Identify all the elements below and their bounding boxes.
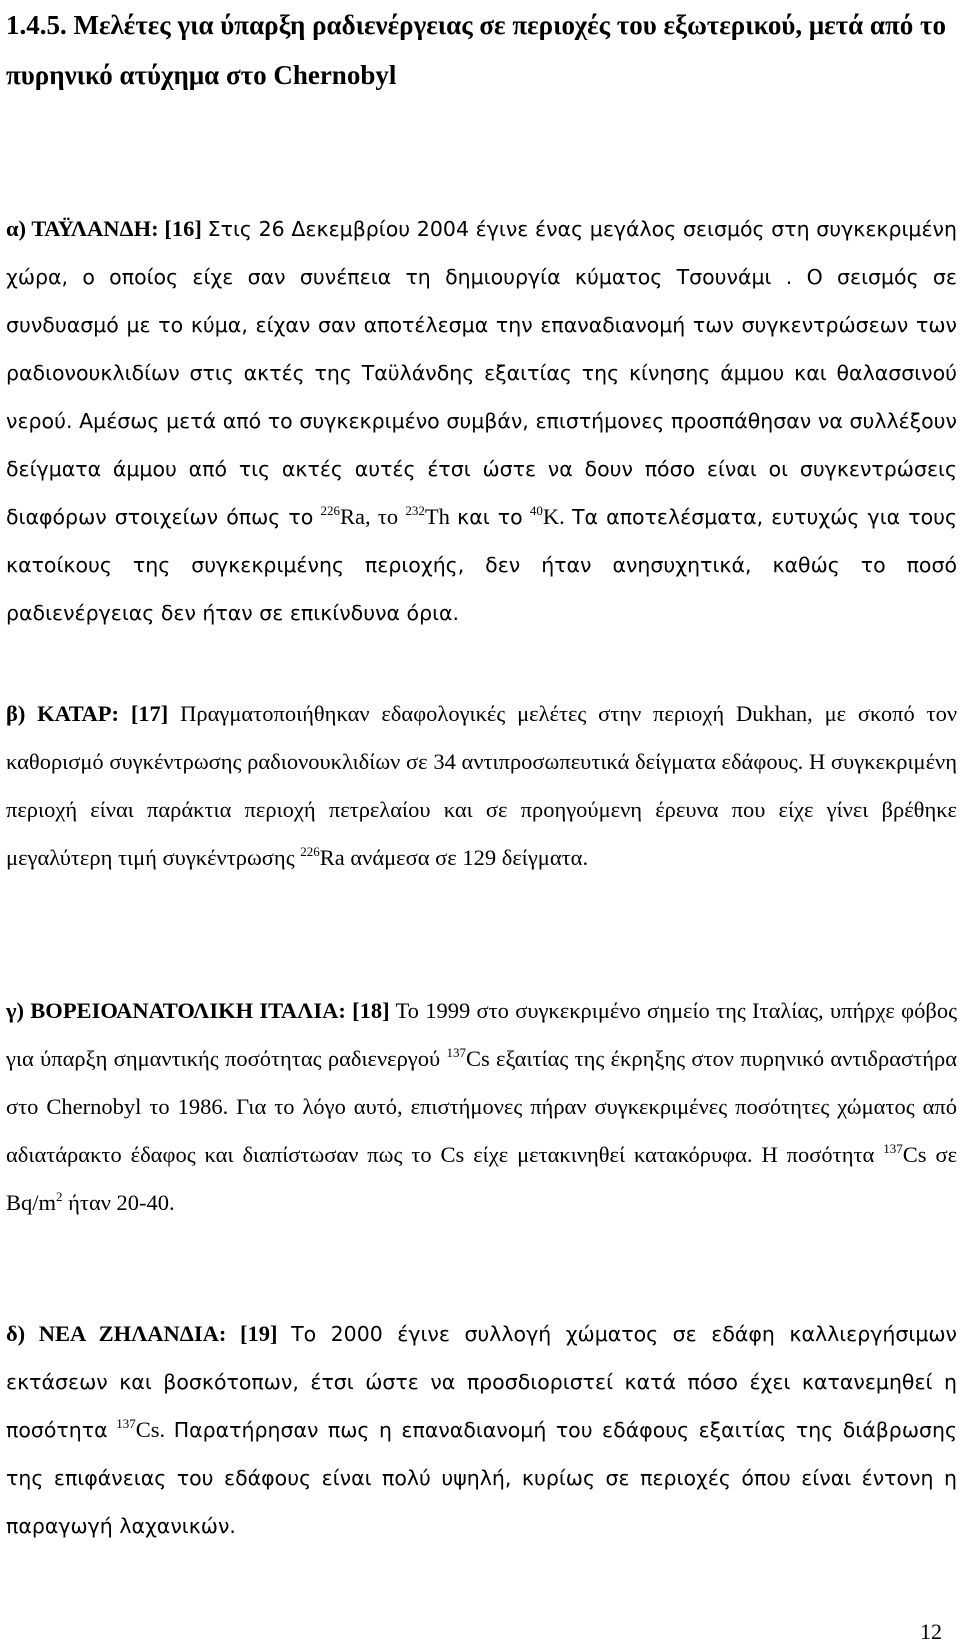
nz-text-2: Παρατήρησαν πως η επαναδιανομή του εδάφους εξαιτίας της διάβρωσης της επιφάνειας του εδάφους είναι πολύ υψηλή, κυρίως σε περιοχές όπου είναι έντονη η παραγωγή λαχανικών.	[6, 1418, 958, 1538]
unit-exponent: 2	[56, 1189, 63, 1204]
page-number: 12	[920, 1619, 942, 1644]
italy-cs-unit: Cs σε Bq/m	[6, 1142, 958, 1215]
label-qatar: β) ΚΑΤΑΡ: [17]	[6, 701, 169, 726]
paragraph-new-zealand	[6, 1310, 957, 1550]
ra-symbol: Ra, το	[340, 504, 399, 529]
paragraph-italy	[6, 987, 957, 1227]
italy-cs-symbol: Cs	[465, 1046, 490, 1071]
italy-text-2: εξαιτίας της έκρηξης στον πυρηνικό αντιδραστήρα στο Chernobyl το 1986. Για το λόγο αυτό, επιστήμονες πήραν συγκεκριμένες ποσότητες χώματος από αδιατάρακτο έδαφος και διαπίστωσαν πως το Cs είχε μετακινηθεί κατακόρυφα. Η ποσότητα	[6, 1046, 958, 1167]
italy-cs-mass-number-2: 137	[883, 1141, 903, 1156]
thailand-text-2: και το	[457, 505, 523, 529]
th-mass-number: 232	[405, 503, 425, 518]
thailand-text-3: Τα αποτελέσματα, ευτυχώς για τους κατοίκους της συγκεκριμένης περιοχής, δεν ήταν ανησυχητικά, καθώς το ποσό ραδιενέργειας δεν ήταν σε επικίνδυνα όρια.	[6, 505, 958, 625]
label-thailand: α) ΤΑΫΛΑΝΔΗ: [16]	[6, 216, 202, 241]
italy-cs-mass-number: 137	[446, 1045, 466, 1060]
qatar-ra-mass-number: 226	[300, 844, 320, 859]
label-new-zealand: δ) ΝΕΑ ΖΗΛΑΝΔΙΑ: [19]	[6, 1321, 278, 1346]
qatar-text-1: Πραγματοποιήθηκαν εδαφολογικές μελέτες στην περιοχή Dukhan, με σκοπό τον καθορισμό συγκέντρωσης ραδιονουκλιδίων σε 34 αντιπροσωπευτικά δείγματα εδάφους. Η συγκεκριμένη περιοχή είναι παράκτια περιοχή πετρελαίου και σε προηγούμενη έρευνα που είχε γίνει βρέθηκε μεγαλύτερη τιμή συγκέντρωσης	[6, 701, 958, 870]
paragraph-thailand	[6, 205, 957, 637]
ra-mass-number: 226	[320, 503, 341, 518]
nz-cs-mass-number: 137	[116, 1416, 136, 1431]
qatar-ra-symbol: Ra	[319, 845, 345, 870]
section-heading: 1.4.5. Μελέτες για ύπαρξη ραδιενέργειας σε περιοχές του εξωτερικού, μετά από το πυρηνικό ατύχημα στο Chernobyl	[6, 10, 946, 90]
label-italy: γ) ΒΟΡΕΙΟΑΝΑΤΟΛΙΚΗ ΙΤΑΛΙΑ: [18]	[6, 998, 390, 1023]
thailand-text-1: Στις 26 Δεκεμβρίου 2004 έγινε ένας μεγάλος σεισμός στη συγκεκριμένη χώρα, ο οποίος είχε σαν συνέπεια τη δημιουργία κύματος Τσουνάμι . Ο σεισμός σε συνδυασμό με το κύμα, είχαν σαν αποτέλεσμα την επαναδιανομή των συγκεντρώσεων των ραδιονουκλιδίων στις ακτές της Ταϋλάνδης εξαιτίας της κίνησης άμμου και θαλασσινού νερού. Αμέσως μετά από το συγκεκριμένο συμβάν, επιστήμονες προσπάθησαν να συλλέξουν δείγματα άμμου από τις ακτές αυτές έτσι ώστε να δουν πόσο είναι οι συγκεντρώσεις διαφόρων στοιχείων όπως το	[6, 217, 957, 529]
italy-text-1: Το 1999 στο συγκεκριμένο σημείο της Ιταλίας, υπήρχε φόβος για ύπαρξη σημαντικής ποσότητας ραδιενεργού	[6, 998, 958, 1071]
k-mass-number: 40	[529, 503, 543, 518]
th-symbol: Th	[424, 504, 450, 529]
nz-cs-symbol: Cs.	[135, 1417, 166, 1442]
nz-text-1: Το 2000 έγινε συλλογή χώματος σε εδάφη καλλιεργήσιμων εκτάσεων και βοσκότοπων, έτσι ώστε να προσδιοριστεί κατά πόσο έχει κατανεμηθεί η ποσότητα	[6, 1322, 957, 1442]
italy-text-3: ήταν 20-40.	[68, 1190, 175, 1215]
k-symbol: K.	[542, 504, 565, 529]
qatar-text-2: ανάμεσα σε 129 δείγματα.	[350, 845, 589, 870]
paragraph-qatar	[6, 690, 957, 882]
